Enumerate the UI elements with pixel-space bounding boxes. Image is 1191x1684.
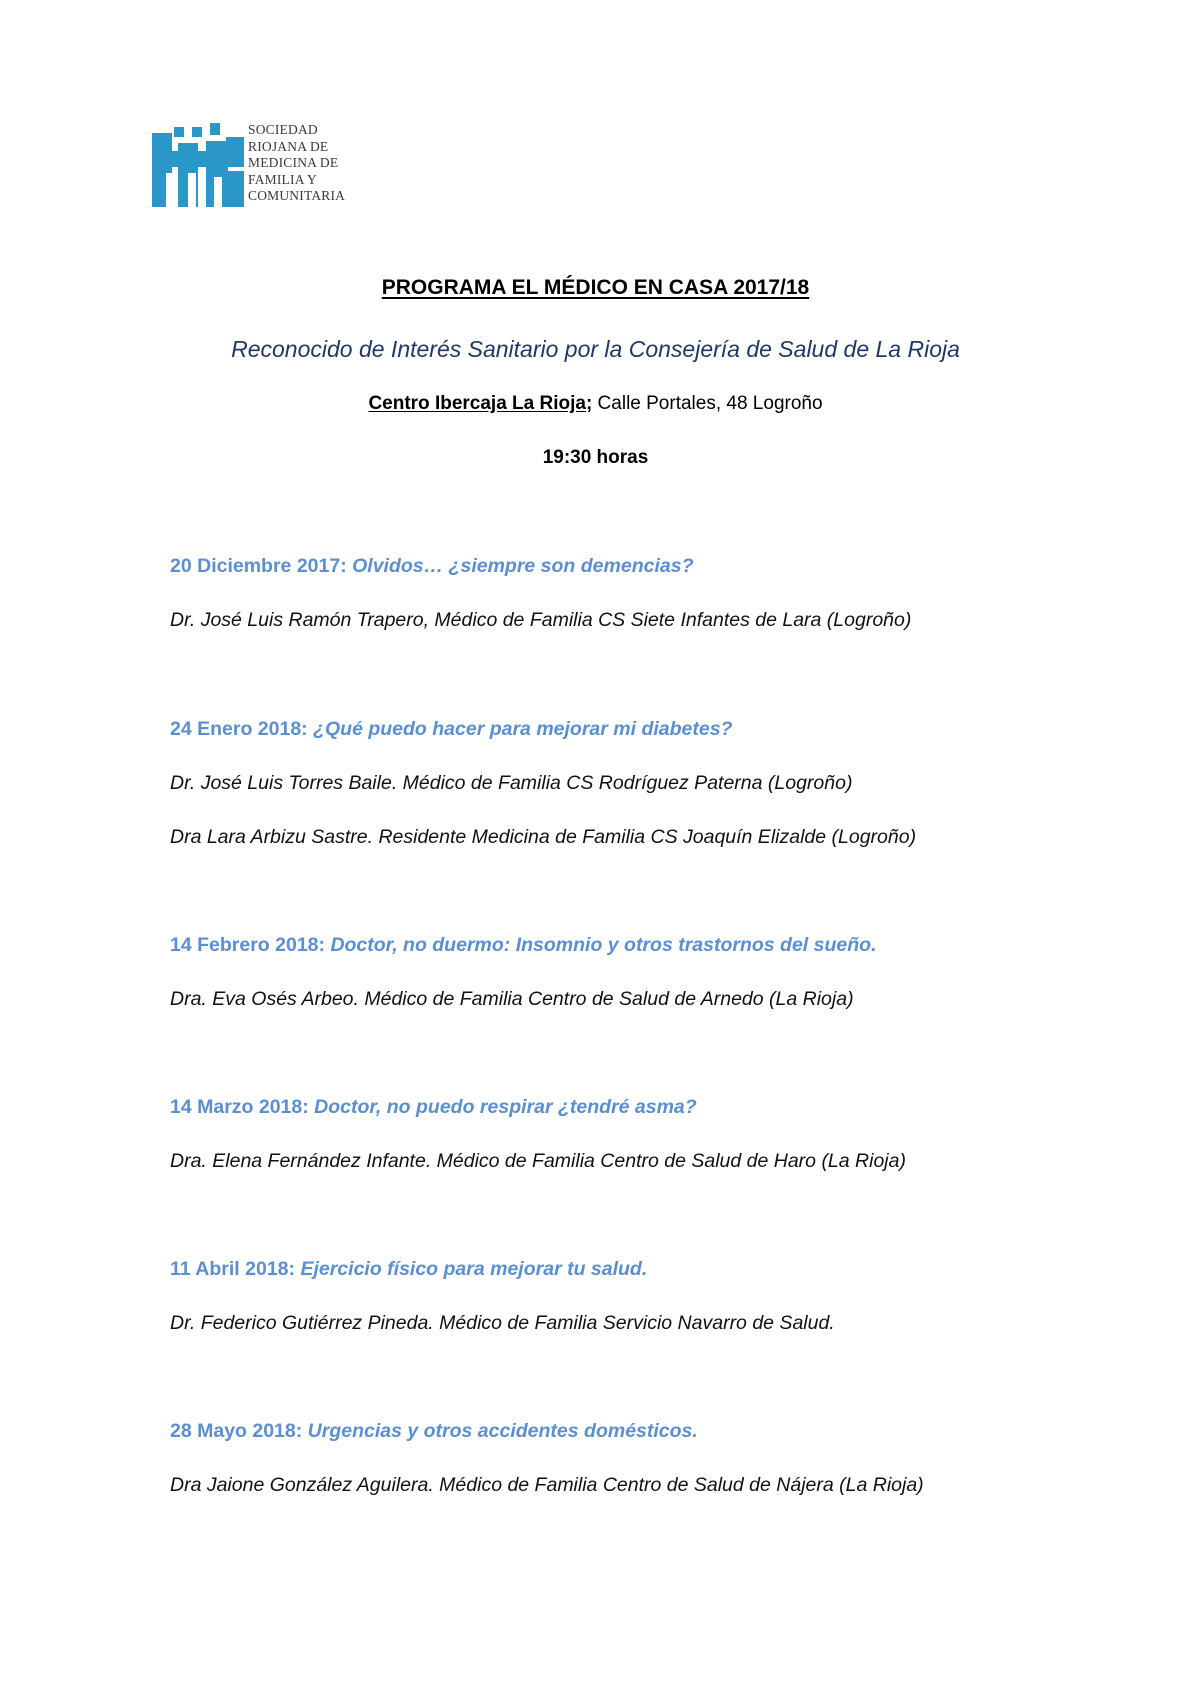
- event-title: [170, 555, 693, 578]
- society-name: [248, 122, 345, 205]
- event-title: [170, 934, 877, 957]
- event-topic: Olvidos… ¿siempre son demencias?: [352, 555, 694, 577]
- event-topic: Doctor, no puedo respirar ¿tendré asma?: [314, 1096, 697, 1118]
- event-topic: Urgencias y otros accidentes domésticos.: [307, 1420, 698, 1442]
- event-date: 14 Febrero 2018:: [170, 934, 326, 956]
- event-speaker: Dra Jaione González Aguilera. Médico de Familia Centro de Salud de Nájera (La Rioja): [170, 1474, 924, 1496]
- society-name-line: FAMILIA Y: [248, 171, 317, 187]
- event-speaker: Dra Lara Arbizu Sastre. Residente Medicina de Familia CS Joaquín Elizalde (Logroño): [170, 826, 917, 848]
- event-topic: Doctor, no duermo: Insomnio y otros trastornos del sueño.: [330, 934, 877, 956]
- page-subtitle: Reconocido de Interés Sanitario por la Consejería de Salud de La Rioja: [231, 336, 960, 362]
- event-date: 11 Abril 2018:: [170, 1258, 296, 1280]
- venue-line: [0, 393, 1191, 415]
- venue-name: Centro Ibercaja La Rioja: [368, 393, 586, 414]
- venue-address: Calle Portales, 48 Logroño: [592, 393, 823, 414]
- society-logo-icon: [152, 121, 244, 209]
- event-title: [170, 718, 732, 741]
- event-date: 14 Marzo 2018:: [170, 1096, 309, 1118]
- society-name-line: MEDICINA DE: [248, 155, 339, 170]
- event-speaker: Dr. José Luis Torres Baile. Médico de Familia CS Rodríguez Paterna (Logroño): [170, 772, 853, 794]
- society-name-line: COMUNITARIA: [248, 188, 346, 203]
- event-date: 24 Enero 2018:: [170, 718, 308, 740]
- page-title: PROGRAMA EL MÉDICO EN CASA 2017/18: [381, 276, 810, 299]
- event-topic: ¿Qué puedo hacer para mejorar mi diabetes?: [313, 718, 733, 740]
- event-title: [170, 1096, 697, 1119]
- event-date: 20 Diciembre 2017:: [170, 555, 347, 577]
- event-time: 19:30 horas: [542, 447, 649, 468]
- venue-separator: ;: [585, 393, 593, 414]
- event-title: [170, 1258, 647, 1281]
- event-speaker: Dra. Eva Osés Arbeo. Médico de Familia Centro de Salud de Arnedo (La Rioja): [170, 988, 854, 1010]
- event-topic: Ejercicio físico para mejorar tu salud.: [300, 1258, 648, 1280]
- society-name-line: RIOJANA DE: [248, 138, 329, 154]
- event-speaker: Dra. Elena Fernández Infante. Médico de Familia Centro de Salud de Haro (La Rioja): [170, 1150, 906, 1172]
- event-title: [170, 1420, 698, 1443]
- society-name-line: SOCIEDAD: [248, 122, 318, 137]
- event-speaker: Dr. Federico Gutiérrez Pineda. Médico de Familia Servicio Navarro de Salud.: [170, 1312, 835, 1334]
- event-speaker: Dr. José Luis Ramón Trapero, Médico de Familia CS Siete Infantes de Lara (Logroño): [170, 609, 912, 631]
- event-date: 28 Mayo 2018:: [170, 1420, 303, 1442]
- society-logo: [152, 121, 364, 209]
